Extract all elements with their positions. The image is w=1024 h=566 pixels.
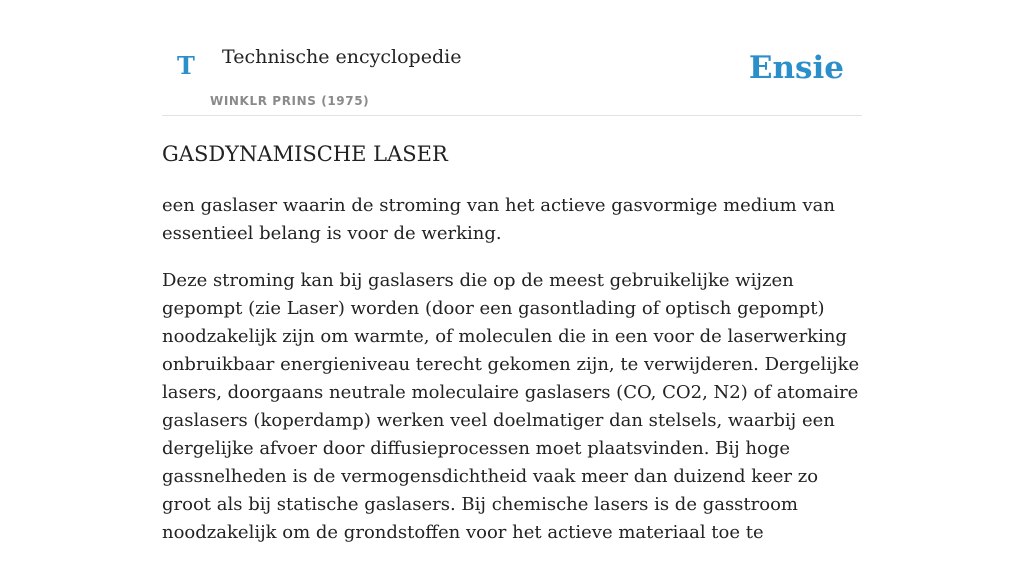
article-title: GASDYNAMISCHE LASER — [162, 142, 448, 166]
book-subtitle: WINKLR PRINS (1975) — [210, 94, 370, 108]
book-letter-icon[interactable]: T — [177, 51, 195, 80]
ensie-logo[interactable]: Ensie — [748, 50, 844, 86]
book-title-link[interactable]: Technische encyclopedie — [222, 46, 462, 68]
article-paragraph-detail: Deze stroming kan bij gaslasers die op de meest gebruikelijke wijzen gepompt (zie Laser) worden (door een gasontlading of optisch gepompt) noodzakelijk zijn om warmte, of moleculen die in een voor de laserwerking onbruikbaar energieniveau terecht gekomen zijn, te verwijderen. Dergelijke lasers, doorgaans neutrale moleculaire gaslasers (CO, CO2, N2) of atomaire gaslasers (koperdamp) werken veel doelmatiger dan stelsels, waarbij een dergelijke afvoer door diffusieprocessen moet plaatsvinden. Bij hoge gassnelheden is de vermogensdichtheid vaak meer dan duizend keer zo groot als bij statische gaslasers. Bij chemische lasers is de gasstroom noodzakelijk om de grondstoffen voor het actieve materiaal toe te — [162, 270, 860, 543]
article-body — [162, 192, 862, 566]
article-paragraph-definition: een gaslaser waarin de stroming van het actieve gasvormige medium van essentieel belang is voor de werking. — [162, 195, 835, 244]
book-header — [162, 40, 862, 116]
